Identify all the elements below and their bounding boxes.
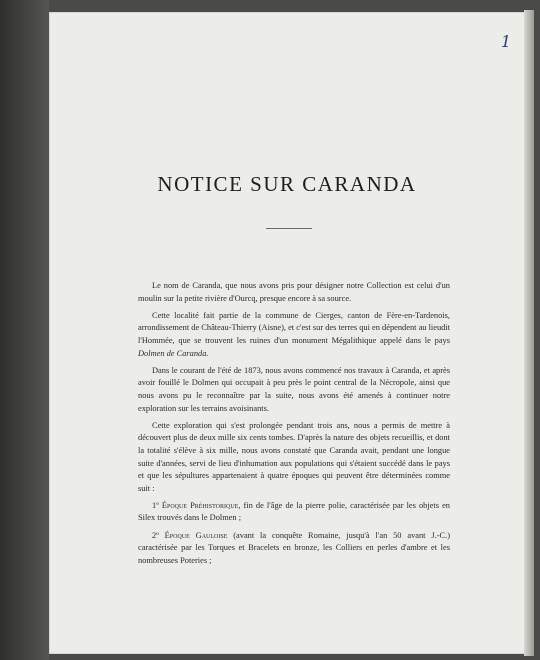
epoch-text-2: (avant la conquête Romaine, jusqu'à l'an 50 avant J.-C.) caractérisée par les Torques et Bracelets en bronze, les Colliers en perles d'ambre et les nombreuses Poteries ; [138,530,450,565]
epoch-heading-1: Époque Préhistorique [161,500,239,510]
paragraph-2-text: Cette localité fait partie de la commune de Cierges, canton de Fère-en-Tardenois, arrondissement de Château-Thierry (Aisne), et c'est sur des terres qui en dépendent au lieudit l'Hommée, que se trouvent les ruines d'un monument Mégalithique appelé dans le pays [138,310,450,345]
list-number-2: 2º [152,530,165,540]
page-right-edge [524,10,534,656]
body-text [138,280,450,572]
list-number-1: 1º [152,500,162,510]
page-title: NOTICE SUR CARANDA [157,172,417,196]
paragraph-2 [138,310,450,360]
epoch-heading-2: Époque Gauloise [164,530,228,540]
page-number: 1 [500,32,511,51]
paragraph-6 [138,530,450,568]
epoch-text-1: , fin de l'âge de la pierre polie, caractérisée par les objets en Silex trouvés dans le Dolmen ; [138,500,450,523]
paragraph-5 [138,500,450,525]
title-divider [266,228,312,229]
paragraph-3: Dans le courant de l'été de 1873, nous avons commencé nos travaux à Caranda, et après avoir fouillé le Dolmen qui occupait à peu près le point central de la Nécropole, ainsi que nous avons pu le reconnaître par la suite, nous avons été amenés à continuer notre exploration sur les terrains avoisinants. [138,365,450,413]
paragraph-4: Cette exploration qui s'est prolongée pendant trois ans, nous a permis de mettre à découvert plus de deux mille six cents tombes. D'après la nature des objets recueillis, et dont la totalité s'élève à six mille, nous avons constaté que Caranda avait, pendant une longue suite d'années, servi de lieu d'inhumation aux populations qui s'étaient succédé dans le pays et que les sépultures appartenaient à quatre époques qui peuvent être déterminées comme suit : [138,420,450,493]
scan-left-edge [0,0,49,660]
document-page [49,12,525,654]
paragraph-1: Le nom de Caranda, que nous avons pris pour désigner notre Collection est celui d'un moulin sur la petite rivière d'Ourcq, presque encore à sa source. [138,281,450,303]
paragraph-2-italic: Dolmen de Caranda. [138,348,209,358]
